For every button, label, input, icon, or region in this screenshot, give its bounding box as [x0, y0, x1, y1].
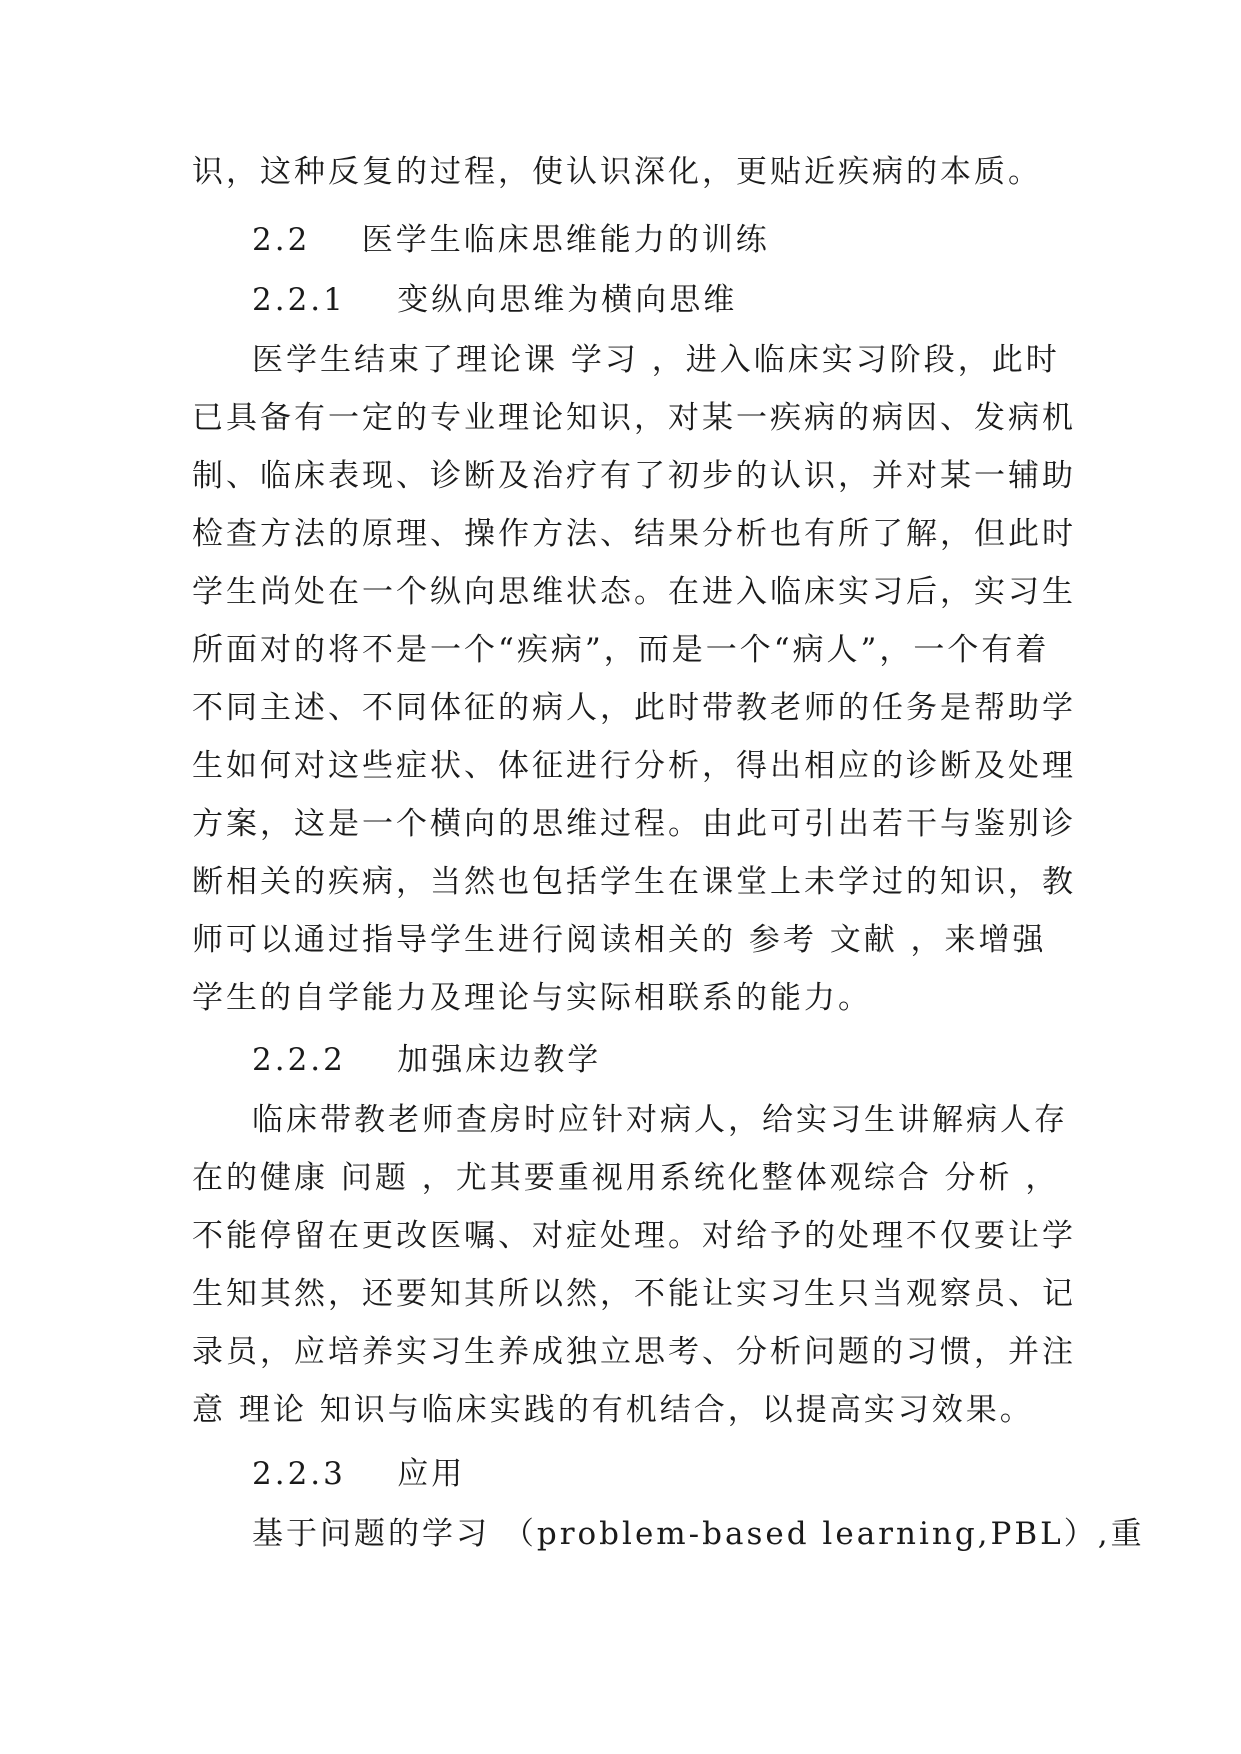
text-line: 生知其然，还要知其所以然，不能让实习生只当观察员、记	[192, 1276, 1076, 1312]
text-line: 基于问题的学习 （problem-based learning,PBL）,重	[252, 1516, 1145, 1552]
subsection-heading: 2.2.3 应用	[252, 1456, 466, 1492]
subsection-heading: 2.2.1 变纵向思维为横向思维	[252, 282, 738, 318]
text-line: 不能停留在更改医嘱、对症处理。对给予的处理不仅要让学	[192, 1218, 1076, 1254]
section-heading: 2.2 医学生临床思维能力的训练	[252, 222, 770, 258]
text-line: 制、临床表现、诊断及治疗有了初步的认识，并对某一辅助	[192, 458, 1076, 494]
text-line: 师可以通过指导学生进行阅读相关的 参考 文献 ，来增强	[192, 922, 1047, 958]
text-line: 已具备有一定的专业理论知识，对某一疾病的病因、发病机	[192, 400, 1076, 436]
text-line: 意 理论 知识与临床实践的有机结合，以提高实习效果。	[192, 1392, 1034, 1428]
text-line: 生如何对这些症状、体征进行分析，得出相应的诊断及处理	[192, 748, 1076, 784]
text-line: 断相关的疾病，当然也包括学生在课堂上未学过的知识，教	[192, 864, 1076, 900]
text-line: 临床带教老师查房时应针对病人，给实习生讲解病人存	[252, 1102, 1068, 1138]
text-line: 检查方法的原理、操作方法、结果分析也有所了解，但此时	[192, 516, 1076, 552]
text-line: 医学生结束了理论课 学习 ，进入临床实习阶段，此时	[252, 342, 1060, 378]
text-line: 不同主述、不同体征的病人，此时带教老师的任务是帮助学	[192, 690, 1076, 726]
text-line: 学生的自学能力及理论与实际相联系的能力。	[192, 980, 872, 1016]
subsection-heading: 2.2.2 加强床边教学	[252, 1042, 602, 1078]
text-line: 所面对的将不是一个“疾病”，而是一个“病人”，一个有着	[192, 632, 1050, 668]
text-line: 识，这种反复的过程，使认识深化，更贴近疾病的本质。	[192, 154, 1042, 190]
text-line: 学生尚处在一个纵向思维状态。在进入临床实习后，实习生	[192, 574, 1076, 610]
text-line: 方案，这是一个横向的思维过程。由此可引出若干与鉴别诊	[192, 806, 1076, 842]
text-line: 录员，应培养实习生养成独立思考、分析问题的习惯，并注	[192, 1334, 1076, 1370]
text-line: 在的健康 问题 ，尤其要重视用系统化整体观综合 分析 ，	[192, 1160, 1060, 1196]
